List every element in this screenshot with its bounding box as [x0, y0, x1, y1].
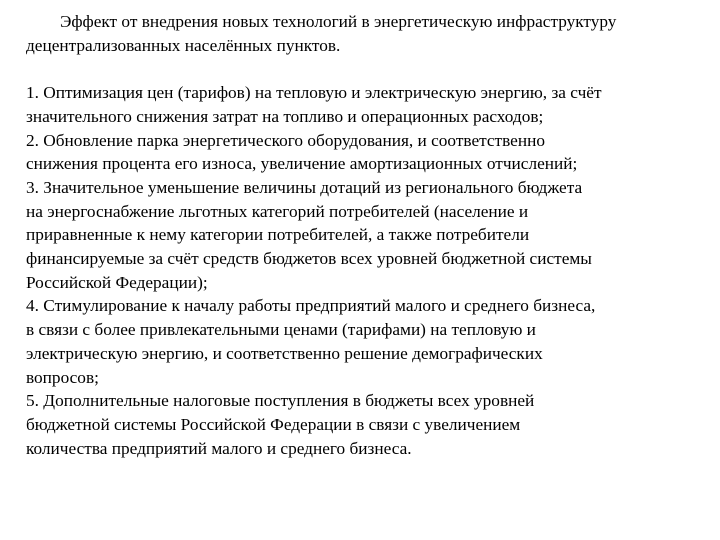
item-5-line-1: 5. Дополнительные налоговые поступления в бюджеты всех уровней [26, 391, 535, 411]
item-3-line-3: приравненные к нему категории потребителей, а также потребители [26, 225, 530, 245]
item-5-line-2: бюджетной системы Российской Федерации в связи с увеличением [26, 414, 521, 434]
item-3-line-2: на энергоснабжение льготных категорий потребителей (население и [26, 201, 529, 221]
item-1-line-2: значительного снижения затрат на топливо и операционных расходов; [26, 106, 544, 126]
item-5-line-3: количества предприятий малого и среднего бизнеса. [26, 438, 412, 458]
item-3-line-1: 3. Значительное уменьшение величины дотаций из регионального бюджета [26, 177, 583, 197]
item-3-line-4: финансируемые за счёт средств бюджетов всех уровней бюджетной системы [26, 249, 592, 269]
item-4-line-3: электрическую энергию, и соответственно решение демографических [26, 343, 543, 363]
intro-heading-line-1: Эффект от внедрения новых технологий в энергетическую инфраструктуру [60, 12, 617, 31]
blank-line [26, 57, 716, 81]
item-4-line-2: в связи с более привлекательными ценами (тарифами) на тепловую и [26, 320, 536, 340]
document-text [26, 10, 716, 460]
intro-heading-line-2: децентрализованных населённых пунктов. [26, 35, 341, 55]
item-4-line-4: вопросов; [26, 367, 99, 387]
item-2-line-1: 2. Обновление парка энергетического оборудования, и соответственно [26, 130, 545, 150]
item-2-line-2: снижения процента его износа, увеличение амортизационных отчислений; [26, 154, 578, 174]
item-1-line-1: 1. Оптимизация цен (тарифов) на тепловую и электрическую энергию, за счёт [26, 83, 602, 103]
item-3-line-5: Российской Федерации); [26, 272, 208, 292]
item-4-line-1: 4. Стимулирование к началу работы предприятий малого и среднего бизнеса, [26, 296, 596, 316]
